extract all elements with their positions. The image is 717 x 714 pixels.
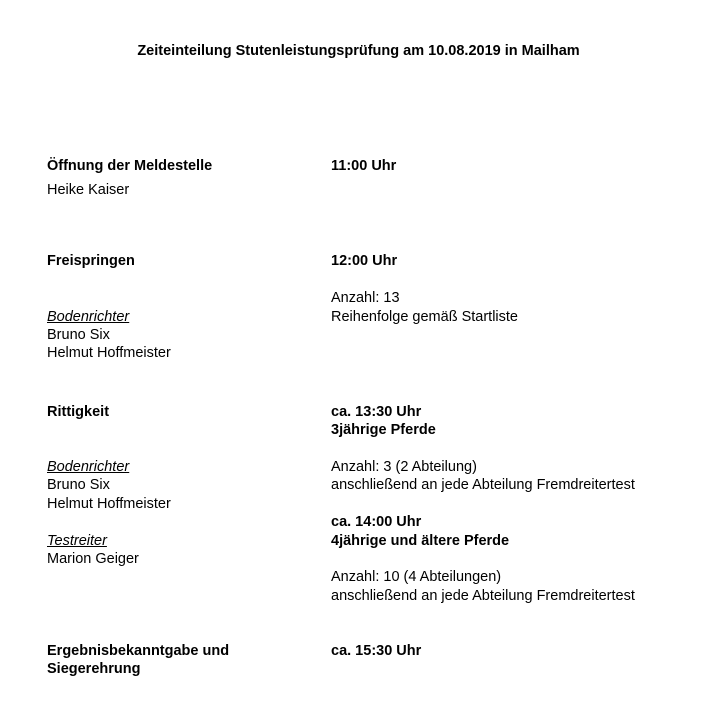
rittigkeit-group1-note: anschließend an jede Abteilung Fremdreitertest xyxy=(331,477,635,493)
freispringen-judge: Bruno Six xyxy=(47,327,110,343)
ergebnis-heading: Ergebnisbekanntgabe und xyxy=(47,643,230,659)
rittigkeit-group1-desc: 3jährige Pferde xyxy=(331,422,436,438)
rittigkeit-heading: Rittigkeit xyxy=(47,404,110,420)
rittigkeit-test-rider-label: Testreiter xyxy=(47,533,107,549)
rittigkeit-group2-count: Anzahl: 10 (4 Abteilungen) xyxy=(331,569,502,585)
rittigkeit-test-rider: Marion Geiger xyxy=(47,551,139,567)
freispringen-heading: Freispringen xyxy=(47,253,135,269)
rittigkeit-group2-note: anschließend an jede Abteilung Fremdreitertest xyxy=(331,588,635,604)
freispringen-judge: Helmut Hoffmeister xyxy=(47,345,171,361)
rittigkeit-judge: Helmut Hoffmeister xyxy=(47,496,171,512)
meldestelle-time: 11:00 Uhr xyxy=(331,158,397,174)
rittigkeit-group1-count: Anzahl: 3 (2 Abteilung) xyxy=(331,459,477,475)
ergebnis-heading-line2: Siegerehrung xyxy=(47,661,141,677)
ergebnis-time: ca. 15:30 Uhr xyxy=(331,643,422,659)
freispringen-judges-label: Bodenrichter xyxy=(47,309,130,325)
freispringen-time: 12:00 Uhr xyxy=(331,253,398,269)
rittigkeit-judges-label: Bodenrichter xyxy=(47,459,130,475)
freispringen-count: Anzahl: 13 xyxy=(331,290,400,306)
rittigkeit-group1-time: ca. 13:30 Uhr xyxy=(331,404,422,420)
freispringen-order: Reihenfolge gemäß Startliste xyxy=(331,309,518,325)
meldestelle-heading: Öffnung der Meldestelle xyxy=(47,158,213,174)
rittigkeit-group2-time: ca. 14:00 Uhr xyxy=(331,514,422,530)
rittigkeit-group2-desc: 4jährige und ältere Pferde xyxy=(331,533,510,549)
rittigkeit-judge: Bruno Six xyxy=(47,477,110,493)
document-title: Zeiteinteilung Stutenleistungsprüfung am 10.08.2019 in Mailham xyxy=(137,43,580,59)
meldestelle-person: Heike Kaiser xyxy=(47,182,130,198)
